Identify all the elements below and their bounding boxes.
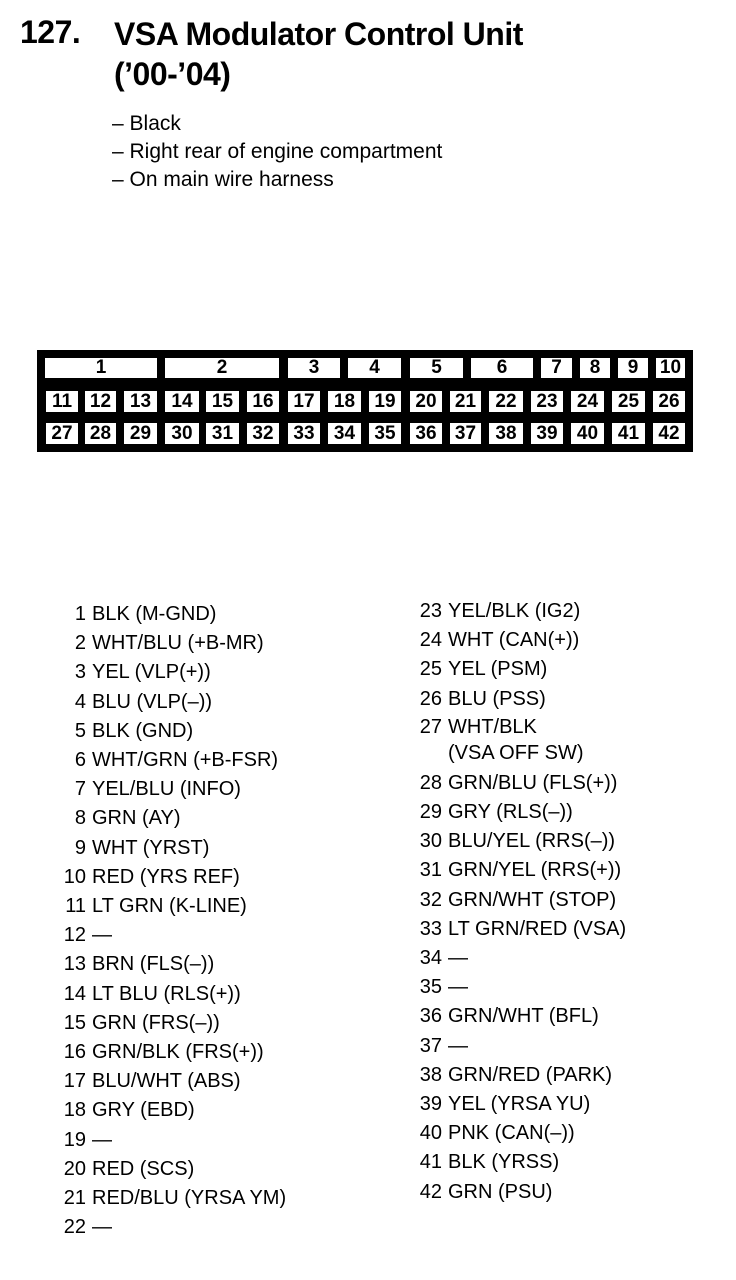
pin-number: 16 (63, 1041, 86, 1064)
pin-row (58, 804, 398, 833)
pin-number: 38 (419, 1063, 442, 1086)
pin-number: 9 (74, 836, 86, 859)
pin-row (414, 1119, 724, 1148)
pin-row (414, 714, 724, 769)
connector-cell: 12 (83, 389, 118, 414)
pin-wire-function: YEL/BLU (INFO) (92, 778, 241, 801)
note-harness: – On main wire harness (112, 166, 442, 194)
pin-row (414, 1032, 724, 1061)
connector-cell: 27 (44, 421, 80, 446)
pin-wire-function: GRY (EBD) (92, 1099, 195, 1122)
connector-cell: 30 (163, 421, 201, 446)
pin-wire-function: RED/BLU (YRSA YM) (92, 1187, 287, 1210)
pin-row (58, 834, 398, 863)
pin-wire-function: GRN/WHT (STOP) (448, 888, 617, 911)
pin-wire-function: BLK (YRSS) (448, 1151, 560, 1174)
pin-number: 31 (419, 859, 442, 882)
connector-cell: 40 (569, 421, 606, 446)
pin-row (58, 658, 398, 687)
connector-cell: 24 (569, 389, 606, 414)
pin-row (58, 1096, 398, 1125)
pin-number: 30 (419, 830, 442, 853)
pin-row (414, 1061, 724, 1090)
pin-row (414, 944, 724, 973)
pin-wire-function: YEL (YRSA YU) (448, 1093, 591, 1116)
pin-row (58, 629, 398, 658)
pin-number: 29 (419, 801, 442, 824)
pin-wire-function: BLK (GND) (92, 719, 194, 742)
connector-cell: 35 (367, 421, 403, 446)
pin-number: 33 (419, 917, 442, 940)
pin-number: 18 (63, 1099, 86, 1122)
connector-cell: 11 (44, 389, 80, 414)
connector-cell: 36 (408, 421, 444, 446)
connector-cell: 15 (204, 389, 241, 414)
pin-wire-function: — (448, 1034, 468, 1057)
pin-wire-function: GRN/BLU (FLS(+)) (448, 771, 618, 794)
pin-row (58, 717, 398, 746)
pin-wire-function: — (448, 976, 468, 999)
pin-row (414, 827, 724, 856)
pin-number: 15 (63, 1011, 86, 1034)
page-title (114, 14, 714, 94)
pin-wire-function: GRN (AY) (92, 807, 181, 830)
pin-row (58, 775, 398, 804)
pin-wire-function: — (448, 947, 468, 970)
title-line-2: (’00-’04) (114, 56, 231, 92)
connector-cell: 33 (286, 421, 322, 446)
pin-wire-function: WHT/GRN (+B-FSR) (92, 749, 279, 772)
pin-number: 28 (419, 771, 442, 794)
pin-wire-function: BLU/YEL (RRS(–)) (448, 830, 616, 853)
connector-cell: 23 (529, 389, 565, 414)
connector-cell: 9 (616, 356, 650, 380)
pin-number: 41 (419, 1151, 442, 1174)
connector-cell: 13 (122, 389, 159, 414)
connector-cell: 28 (83, 421, 118, 446)
pin-wire-function: — (92, 1216, 112, 1239)
connector-cell: 8 (578, 356, 612, 380)
pin-wire-function: BLU (VLP(–)) (92, 690, 213, 713)
pin-row (414, 597, 724, 626)
pin-wire-function: GRN/WHT (BFL) (448, 1005, 599, 1028)
pin-number: 23 (419, 600, 442, 622)
pin-number: 3 (74, 661, 86, 684)
pin-row (414, 886, 724, 915)
pin-row (58, 1155, 398, 1184)
note-location: – Right rear of engine compartment (112, 138, 442, 166)
pin-wire-function: BLU/WHT (ABS) (92, 1070, 241, 1093)
pin-row (414, 1178, 724, 1207)
pin-list-right (414, 597, 724, 1207)
pin-wire-function: YEL (VLP(+)) (92, 661, 211, 684)
pin-row (58, 1009, 398, 1038)
pin-number: 17 (63, 1070, 86, 1093)
pin-wire-function: GRN/YEL (RRS(+)) (448, 859, 622, 882)
pin-wire-function: GRN (FRS(–)) (92, 1011, 220, 1034)
pin-number: 36 (419, 1005, 442, 1028)
pin-number: 21 (63, 1187, 86, 1210)
pin-wire-function: RED (YRS REF) (92, 865, 240, 888)
pin-wire-function: BLU (PSS) (448, 687, 546, 710)
pin-wire-function: GRN/BLK (FRS(+)) (92, 1041, 264, 1064)
pin-row (58, 1067, 398, 1096)
pin-wire-function: YEL (PSM) (448, 658, 548, 681)
connector-cell: 2 (163, 356, 281, 380)
pin-number: 5 (74, 719, 86, 742)
pin-number: 24 (419, 629, 442, 652)
pin-number: 22 (63, 1216, 86, 1239)
pin-row (58, 1038, 398, 1067)
connector-cell: 32 (245, 421, 281, 446)
pin-row (414, 1148, 724, 1177)
pin-wire-function: GRY (RLS(–)) (448, 801, 573, 824)
connector-cell: 4 (346, 356, 403, 380)
pin-wire-function: BRN (FLS(–)) (92, 953, 215, 976)
pin-number: 42 (419, 1180, 442, 1203)
pin-row (58, 892, 398, 921)
pin-row (414, 973, 724, 1002)
pin-wire-function: PNK (CAN(–)) (448, 1122, 575, 1145)
pin-row (414, 685, 724, 714)
pin-row (414, 655, 724, 684)
pin-wire-function: — (92, 1128, 112, 1151)
connector-cell: 22 (487, 389, 525, 414)
connector-cell: 37 (448, 421, 483, 446)
connector-notes (112, 110, 442, 194)
pin-number: 6 (74, 749, 86, 772)
pin-number: 26 (419, 687, 442, 710)
pin-row (414, 1090, 724, 1119)
pin-wire-function: WHT (YRST) (92, 836, 210, 859)
connector-cell: 31 (204, 421, 241, 446)
pin-number: 10 (63, 865, 86, 888)
pin-row (58, 980, 398, 1009)
pin-number: 25 (419, 658, 442, 681)
pin-row (58, 1126, 398, 1155)
pin-row (58, 921, 398, 950)
connector-cell: 6 (469, 356, 535, 380)
pin-wire-function: WHT/BLU (+B-MR) (92, 632, 264, 655)
pin-wire-function: LT GRN (K-LINE) (92, 895, 247, 918)
pin-number: 34 (419, 947, 442, 970)
pin-number: 8 (74, 807, 86, 830)
pin-number: 2 (74, 632, 86, 655)
pin-wire-function: — (92, 924, 112, 947)
pin-row (414, 769, 724, 798)
pin-number: 4 (74, 690, 86, 713)
pin-list-left (58, 600, 398, 1242)
connector-cell: 42 (651, 421, 687, 446)
pin-row (58, 863, 398, 892)
connector-cell: 14 (163, 389, 201, 414)
pin-row (58, 1213, 398, 1242)
pin-number: 19 (63, 1128, 86, 1151)
pin-row (58, 746, 398, 775)
pin-row (414, 626, 724, 655)
connector-cell: 29 (122, 421, 159, 446)
pin-number: 7 (74, 778, 86, 801)
pin-number: 20 (63, 1157, 86, 1180)
pin-number: 14 (63, 982, 86, 1005)
pin-wire-function: WHT/BLK (VSA OFF SW) (448, 715, 584, 764)
connector-cell: 3 (286, 356, 342, 380)
pin-row (414, 1002, 724, 1031)
pin-number: 32 (419, 888, 442, 911)
connector-cell: 5 (408, 356, 465, 380)
pin-row (414, 856, 724, 885)
connector-cell: 20 (408, 389, 444, 414)
connector-cell: 26 (651, 389, 687, 414)
title-line-1: VSA Modulator Control Unit (114, 16, 523, 52)
pin-number: 27 (419, 715, 442, 738)
pin-row (58, 688, 398, 717)
pin-number: 35 (419, 976, 442, 999)
pin-wire-function: RED (SCS) (92, 1157, 195, 1180)
pin-number: 40 (419, 1122, 442, 1145)
pin-row (414, 915, 724, 944)
pin-wire-function: WHT (CAN(+)) (448, 629, 580, 652)
connector-cell: 16 (245, 389, 281, 414)
pin-row (58, 600, 398, 629)
pin-wire-function: LT BLU (RLS(+)) (92, 982, 241, 1005)
pin-wire-function: GRN/RED (PARK) (448, 1063, 613, 1086)
connector-cell: 41 (610, 421, 647, 446)
connector-cell: 19 (367, 389, 403, 414)
connector-cell: 21 (448, 389, 483, 414)
pin-row (58, 950, 398, 979)
pin-row (58, 1184, 398, 1213)
pin-number: 12 (63, 924, 86, 947)
pin-number: 13 (63, 953, 86, 976)
pin-number: 37 (419, 1034, 442, 1057)
pin-number: 1 (74, 603, 86, 625)
connector-cell: 1 (43, 356, 159, 380)
connector-cell: 39 (529, 421, 565, 446)
connector-cell: 38 (487, 421, 525, 446)
connector-cell: 7 (539, 356, 574, 380)
section-number: 127. (20, 14, 81, 50)
connector-cell: 10 (654, 356, 687, 380)
pin-wire-function: LT GRN/RED (VSA) (448, 917, 627, 940)
pin-number: 39 (419, 1093, 442, 1116)
connector-cell: 17 (286, 389, 322, 414)
pin-row (414, 798, 724, 827)
pin-number: 11 (65, 895, 86, 918)
pin-wire-function: GRN (PSU) (448, 1180, 553, 1203)
pin-wire-function: BLK (M-GND) (92, 603, 217, 625)
connector-cell: 18 (326, 389, 363, 414)
connector-cell: 25 (610, 389, 647, 414)
pin-wire-function: YEL/BLK (IG2) (448, 600, 581, 622)
connector-diagram (37, 350, 693, 452)
connector-cell: 34 (326, 421, 363, 446)
note-color: – Black (112, 110, 442, 138)
